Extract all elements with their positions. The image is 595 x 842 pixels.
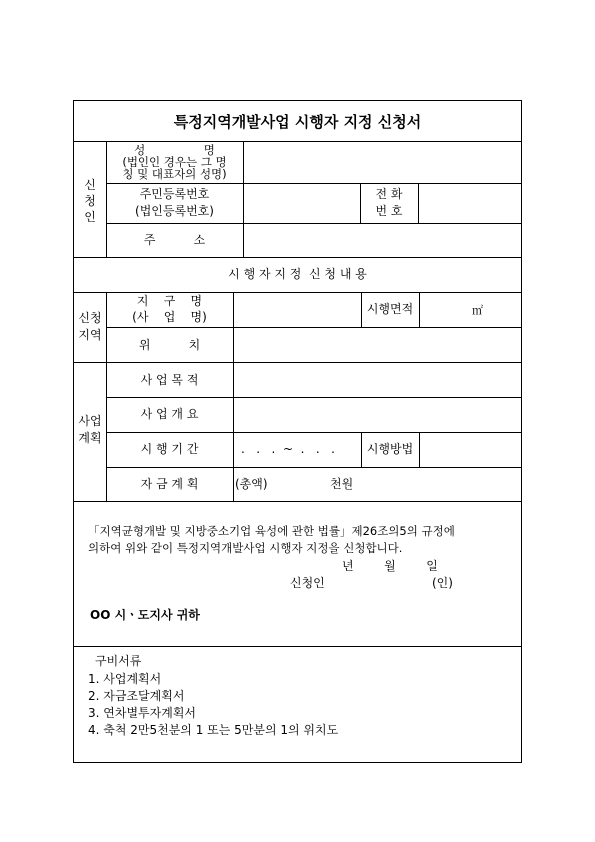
overview-field[interactable] bbox=[234, 398, 520, 431]
application-form bbox=[73, 100, 522, 763]
method-label: 시행방법 bbox=[366, 442, 414, 456]
method-field[interactable] bbox=[420, 433, 520, 466]
phone-label-1: 전 화 bbox=[375, 187, 403, 201]
rule-applicant-bottom bbox=[74, 257, 521, 258]
id-label-2: (법인등록번호) bbox=[135, 204, 214, 218]
fund-unit: 천원 bbox=[330, 477, 354, 491]
section-title: 시 행 자 지 정 신 청 내 용 bbox=[228, 267, 367, 281]
area-group-label-1: 신청 bbox=[78, 311, 102, 325]
address-label: 주 소 bbox=[143, 233, 206, 247]
plan-group-label-2: 계획 bbox=[78, 431, 102, 445]
rule-period-bottom bbox=[106, 467, 521, 468]
district-label-1: 지 구 명 bbox=[136, 294, 203, 308]
fund-label: 자 금 계 획 bbox=[140, 477, 199, 491]
declaration-date: 년 월 일 bbox=[342, 559, 438, 573]
phone-label-2: 번 호 bbox=[375, 204, 403, 218]
district-label-2: (사 업 명) bbox=[132, 310, 207, 324]
area-group-label-2: 지역 bbox=[78, 328, 102, 342]
name-label-3: 칭 및 대표자의 성명) bbox=[122, 167, 227, 181]
document-item-4: 4. 축척 2만5천분의 1 또는 5만분의 1의 위치도 bbox=[88, 723, 339, 737]
purpose-label: 사 업 목 적 bbox=[140, 373, 199, 387]
name-label-1: 성 명 bbox=[134, 143, 215, 157]
addressee: OO 시ㆍ도지사 귀하 bbox=[90, 608, 200, 622]
seal-mark: (인) bbox=[432, 576, 453, 590]
period-value[interactable]: . . . ~ . . . bbox=[241, 442, 335, 456]
district-field[interactable] bbox=[234, 293, 360, 326]
address-field[interactable] bbox=[244, 224, 520, 256]
fund-total-label: (총액) bbox=[235, 477, 268, 491]
id-field[interactable] bbox=[244, 184, 359, 222]
location-label: 위 치 bbox=[138, 338, 201, 352]
name-label-2: (법인인 경우는 그 명 bbox=[122, 155, 227, 169]
id-label-1: 주민등록번호 bbox=[139, 187, 210, 201]
applicant-group-label-1: 신 bbox=[84, 178, 96, 192]
rule-declaration-bottom bbox=[74, 646, 521, 647]
declaration-line-1: 「지역균형개발 및 지방중소기업 육성에 관한 법률」제26조의5의 규정에 bbox=[88, 524, 455, 538]
document-item-2: 2. 자금조달계획서 bbox=[88, 689, 185, 703]
overview-label: 사 업 개 요 bbox=[140, 407, 199, 421]
purpose-field[interactable] bbox=[234, 363, 520, 396]
form-title: 특정지역개발사업 시행자 지정 신청서 bbox=[173, 113, 422, 131]
area-unit: ㎡ bbox=[472, 304, 483, 317]
document-item-1: 1. 사업계획서 bbox=[88, 672, 162, 686]
area-label: 시행면적 bbox=[366, 302, 414, 316]
declaration-line-2: 의하여 위와 같이 특정지역개발사업 시행자 지정을 신청합니다. bbox=[88, 541, 403, 555]
applicant-group-label-2: 청 bbox=[84, 194, 96, 208]
period-label: 시 행 기 간 bbox=[140, 442, 199, 456]
phone-field[interactable] bbox=[419, 184, 520, 222]
area-field[interactable] bbox=[420, 293, 520, 326]
rule-plan-bottom bbox=[74, 501, 521, 502]
plan-group-label-1: 사업 bbox=[78, 414, 102, 428]
location-field[interactable] bbox=[234, 328, 520, 361]
applicant-sign-label: 신청인 bbox=[290, 576, 325, 590]
documents-heading: 구비서류 bbox=[95, 654, 142, 668]
document-item-3: 3. 연차별투자계획서 bbox=[88, 706, 197, 720]
name-field[interactable] bbox=[244, 142, 520, 182]
applicant-group-label-3: 인 bbox=[84, 210, 96, 224]
